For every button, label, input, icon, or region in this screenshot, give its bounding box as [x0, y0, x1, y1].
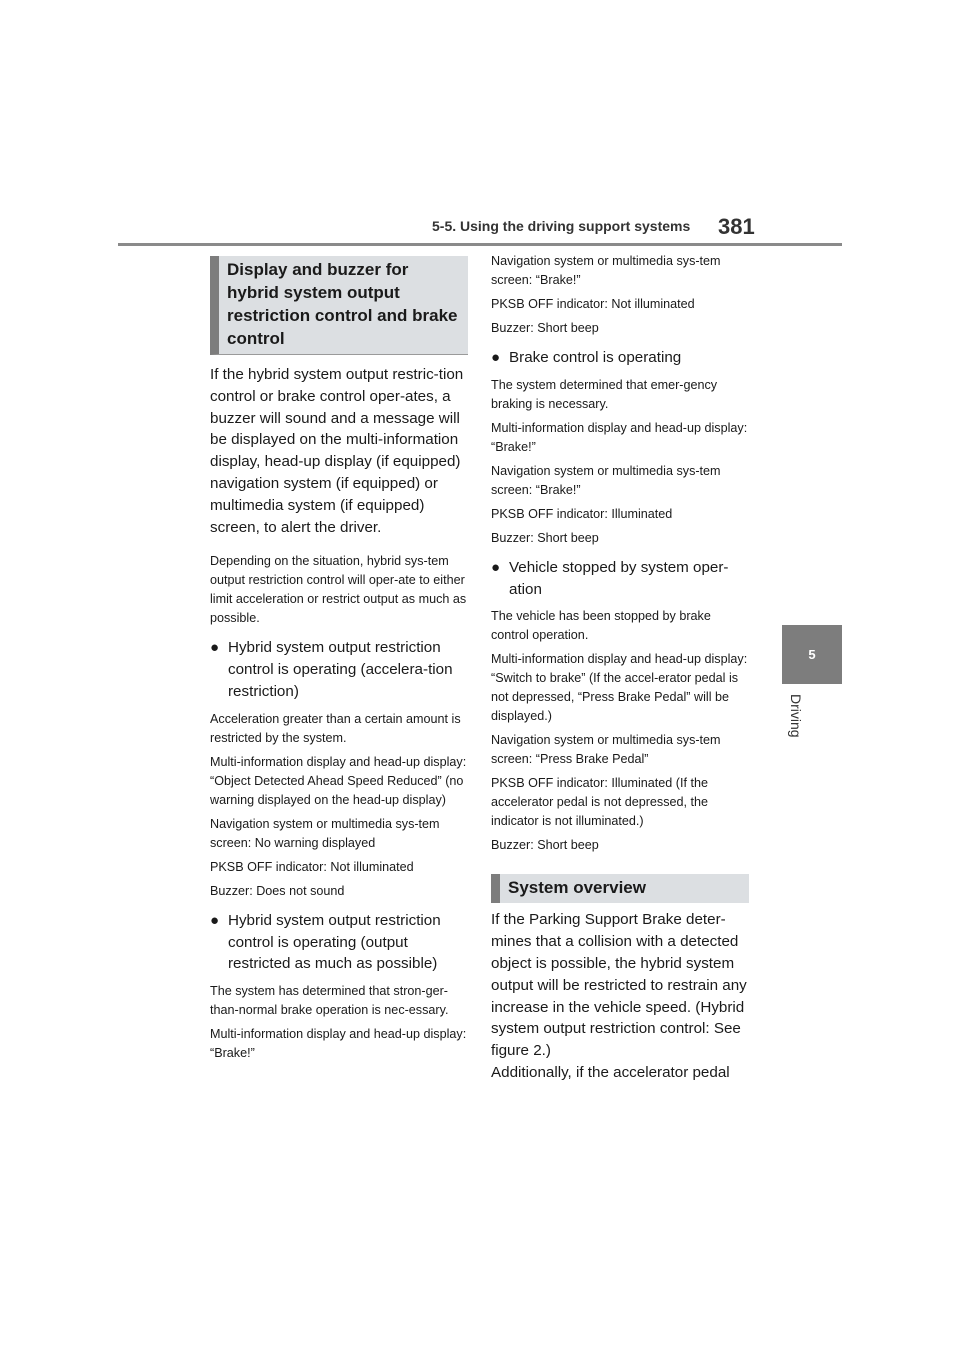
nav-info: Navigation system or multimedia sys-tem screen: No warning displayed — [210, 816, 440, 850]
bullet-icon: ● — [491, 349, 501, 366]
buzzer-info: Buzzer: Short beep — [491, 530, 599, 545]
left-column — [210, 256, 468, 1068]
bullet-icon: ● — [210, 639, 220, 657]
chapter-label: Driving — [788, 694, 804, 738]
display-info: Multi-information display and head-up display: “Object Detected Ahead Speed Reduced” (no warning displayed on the head-up display) — [210, 754, 467, 807]
pksb-info: PKSB OFF indicator: Not illuminated — [210, 859, 414, 874]
bullet-description: The system has determined that stron-ger-than-normal brake operation is nec-essary. — [210, 984, 449, 1018]
bullet-title: Vehicle stopped by system oper-ation — [509, 558, 729, 598]
bullet-title: Hybrid system output restriction control is operating (output restricted as much as possible) — [228, 911, 441, 973]
nav-info: Navigation system or multimedia sys-tem screen: “Brake!” — [491, 254, 721, 287]
pksb-info: PKSB OFF indicator: Not illuminated — [491, 297, 695, 311]
spacer — [491, 860, 749, 874]
intro-paragraph: If the hybrid system output restric-tion control or brake control oper-ates, a buzzer will sound and a message will be displayed on the multi-information display, head-up display (if equipped) navigation system (if equipped) or multimedia system (if equipped) screen, to alert the driver. — [210, 366, 464, 536]
overview-paragraph: If the Parking Support Brake deter-mines that a collision with a detected object is possible, the hybrid system output will be restricted to restrain any increase in the vehicle speed. (Hybrid system output restriction control: See figure 2.) — [491, 911, 747, 1060]
note-paragraph: Depending on the situation, hybrid sys-tem output restriction control will oper-ate to either limit acceleration or restrict output as much as possible. — [210, 554, 467, 626]
header-divider — [118, 243, 842, 246]
right-column — [491, 252, 749, 1098]
bullet-title: Brake control is operating — [509, 349, 682, 366]
buzzer-info: Buzzer: Short beep — [491, 838, 599, 853]
bullet-item — [210, 910, 468, 975]
bullet-item — [491, 347, 749, 369]
bullet-description: The vehicle has been stopped by brake control operation. — [491, 609, 711, 643]
bullet-icon: ● — [491, 558, 501, 576]
chapter-tab[interactable] — [782, 625, 842, 684]
nav-info: Navigation system or multimedia sys-tem screen: “Press Brake Pedal” — [491, 733, 721, 767]
section-header-title: 5-5. Using the driving support systems — [432, 218, 691, 234]
overview-paragraph-continued: Additionally, if the accelerator pedal — [491, 1063, 730, 1081]
section-heading: Display and buzzer for hybrid system output restriction control and brake control — [210, 256, 468, 355]
nav-info: Navigation system or multimedia sys-tem screen: “Brake!” — [491, 463, 721, 497]
pksb-info: PKSB OFF indicator: Illuminated — [491, 506, 673, 521]
display-info: Multi-information display and head-up display: “Switch to brake” (If the accel-erator pedal is not depressed, “Press Brake Pedal” will be displayed.) — [491, 652, 748, 724]
bullet-title: Hybrid system output restriction control is operating (accelera-tion restriction) — [228, 639, 453, 700]
display-info: Multi-information display and head-up display: “Brake!” — [491, 420, 748, 454]
bullet-icon: ● — [210, 911, 220, 929]
bullet-item — [210, 637, 468, 702]
section-heading: System overview — [491, 874, 749, 903]
bullet-item — [491, 557, 749, 601]
pksb-info: PKSB OFF indicator: Illuminated (If the accelerator pedal is not depressed, the indicator is not illuminated.) — [491, 776, 709, 829]
display-info: Multi-information display and head-up display: “Brake!” — [210, 1027, 467, 1061]
buzzer-info: Buzzer: Short beep — [491, 321, 599, 335]
chapter-number: 5 — [808, 647, 816, 662]
buzzer-info: Buzzer: Does not sound — [210, 883, 345, 898]
page-number: 381 — [718, 214, 755, 239]
bullet-description: Acceleration greater than a certain amount is restricted by the system. — [210, 711, 461, 745]
bullet-description: The system determined that emer-gency braking is necessary. — [491, 377, 718, 411]
